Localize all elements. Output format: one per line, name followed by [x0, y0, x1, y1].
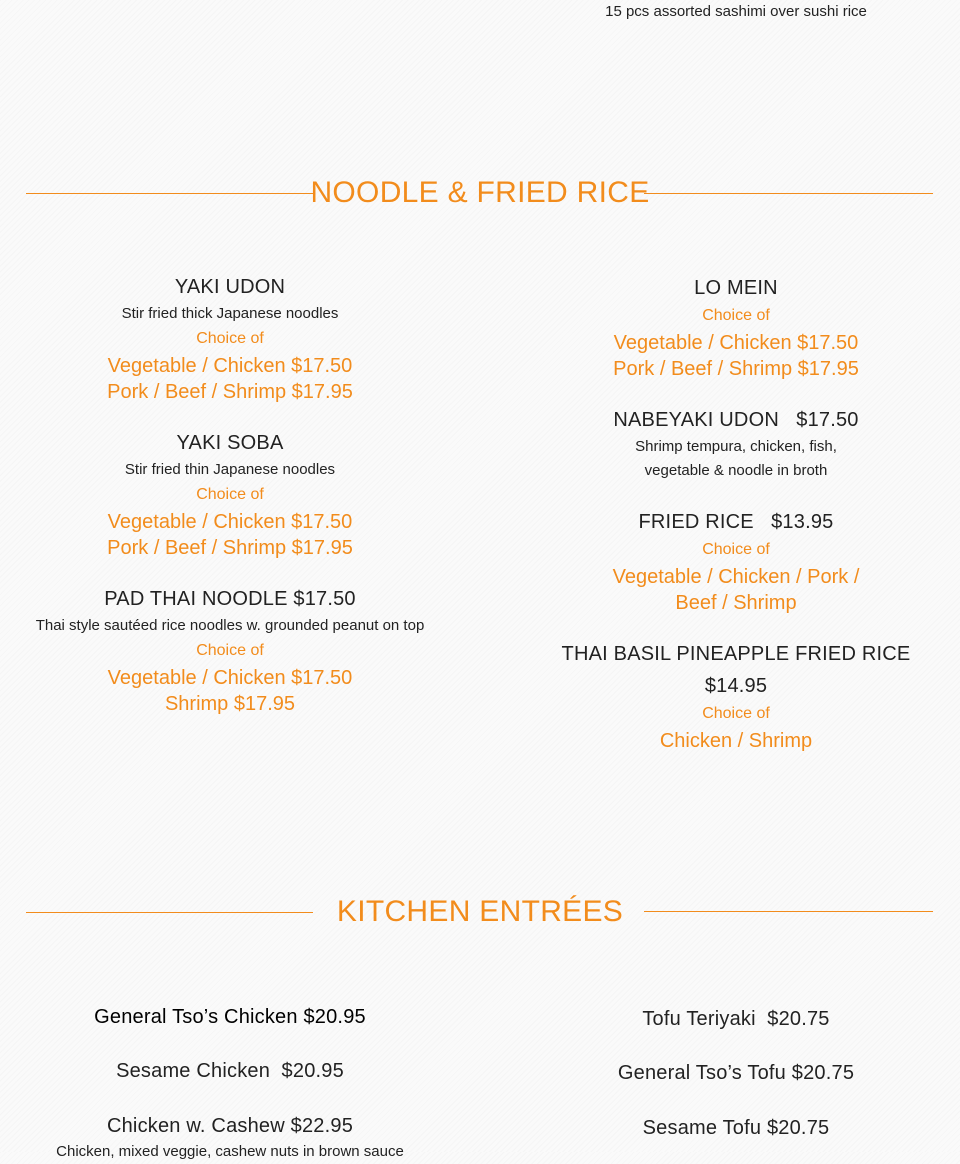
- choice-label: Choice of: [196, 486, 264, 503]
- menu-item-title-fried-rice: FRIED RICE $13.95: [638, 511, 834, 533]
- choice-label: Choice of: [196, 330, 264, 347]
- menu-item-title-sesame-tofu: Sesame Tofu $20.75: [642, 1117, 830, 1139]
- price-line: Chicken / Shrimp: [659, 730, 813, 752]
- price-line: Shrimp $17.95: [164, 693, 296, 715]
- menu-item-desc-yaki-udon: Stir fried thick Japanese noodles: [121, 305, 339, 322]
- menu-item-title-chicken-cashew: Chicken w. Cashew $22.95: [106, 1115, 354, 1137]
- menu-item-price-thai-basil-fried-rice: $14.95: [704, 675, 768, 697]
- price-line: Pork / Beef / Shrimp $17.95: [613, 358, 859, 380]
- price-line: Vegetable / Chicken / Pork /: [612, 566, 860, 588]
- sashimi-description: 15 pcs assorted sashimi over sushi rice: [605, 3, 867, 20]
- price-line: Pork / Beef / Shrimp $17.95: [107, 381, 353, 403]
- menu-item-title-thai-basil-fried-rice: THAI BASIL PINEAPPLE FRIED RICE: [561, 643, 911, 665]
- price-line: Vegetable / Chicken $17.50: [107, 355, 353, 377]
- menu-item-desc-nabeyaki-udon: vegetable & noodle in broth: [644, 462, 828, 479]
- price-line: Beef / Shrimp: [675, 592, 797, 614]
- menu-item-title-nabeyaki-udon: NABEYAKI UDON $17.50: [613, 409, 859, 431]
- choice-label: Choice of: [702, 541, 770, 558]
- choice-label: Choice of: [702, 705, 770, 722]
- menu-item-title-sesame-chicken: Sesame Chicken $20.95: [116, 1060, 344, 1082]
- choice-label: Choice of: [196, 642, 264, 659]
- menu-item-title-general-tso-chicken: General Tso’s Chicken $20.95: [94, 1006, 366, 1028]
- menu-item-title-yaki-soba: YAKI SOBA: [176, 432, 284, 454]
- menu-item-title-general-tso-tofu: General Tso’s Tofu $20.75: [617, 1062, 855, 1084]
- price-line: Vegetable / Chicken $17.50: [107, 667, 353, 689]
- menu-item-title-pad-thai: PAD THAI NOODLE $17.50: [104, 588, 356, 610]
- menu-item-desc-nabeyaki-udon: Shrimp tempura, chicken, fish,: [635, 438, 837, 455]
- price-line: Pork / Beef / Shrimp $17.95: [107, 537, 353, 559]
- section-heading-noodle: NOODLE & FRIED RICE: [310, 176, 650, 209]
- price-line: Vegetable / Chicken $17.50: [107, 511, 353, 533]
- menu-item-desc-pad-thai: Thai style sautéed rice noodles w. grounded peanut on top: [35, 617, 425, 634]
- section-heading-kitchen-entrees: KITCHEN ENTRÉES: [336, 895, 624, 928]
- menu-item-desc-yaki-soba: Stir fried thin Japanese noodles: [124, 461, 336, 478]
- menu-item-title-tofu-teriyaki: Tofu Teriyaki $20.75: [642, 1008, 830, 1030]
- choice-label: Choice of: [702, 307, 770, 324]
- menu-item-desc-chicken-cashew: Chicken, mixed veggie, cashew nuts in brown sauce: [56, 1143, 404, 1160]
- price-line: Vegetable / Chicken $17.50: [613, 332, 859, 354]
- menu-item-title-yaki-udon: YAKI UDON: [174, 276, 286, 298]
- menu-item-title-lo-mein: LO MEIN: [694, 277, 778, 299]
